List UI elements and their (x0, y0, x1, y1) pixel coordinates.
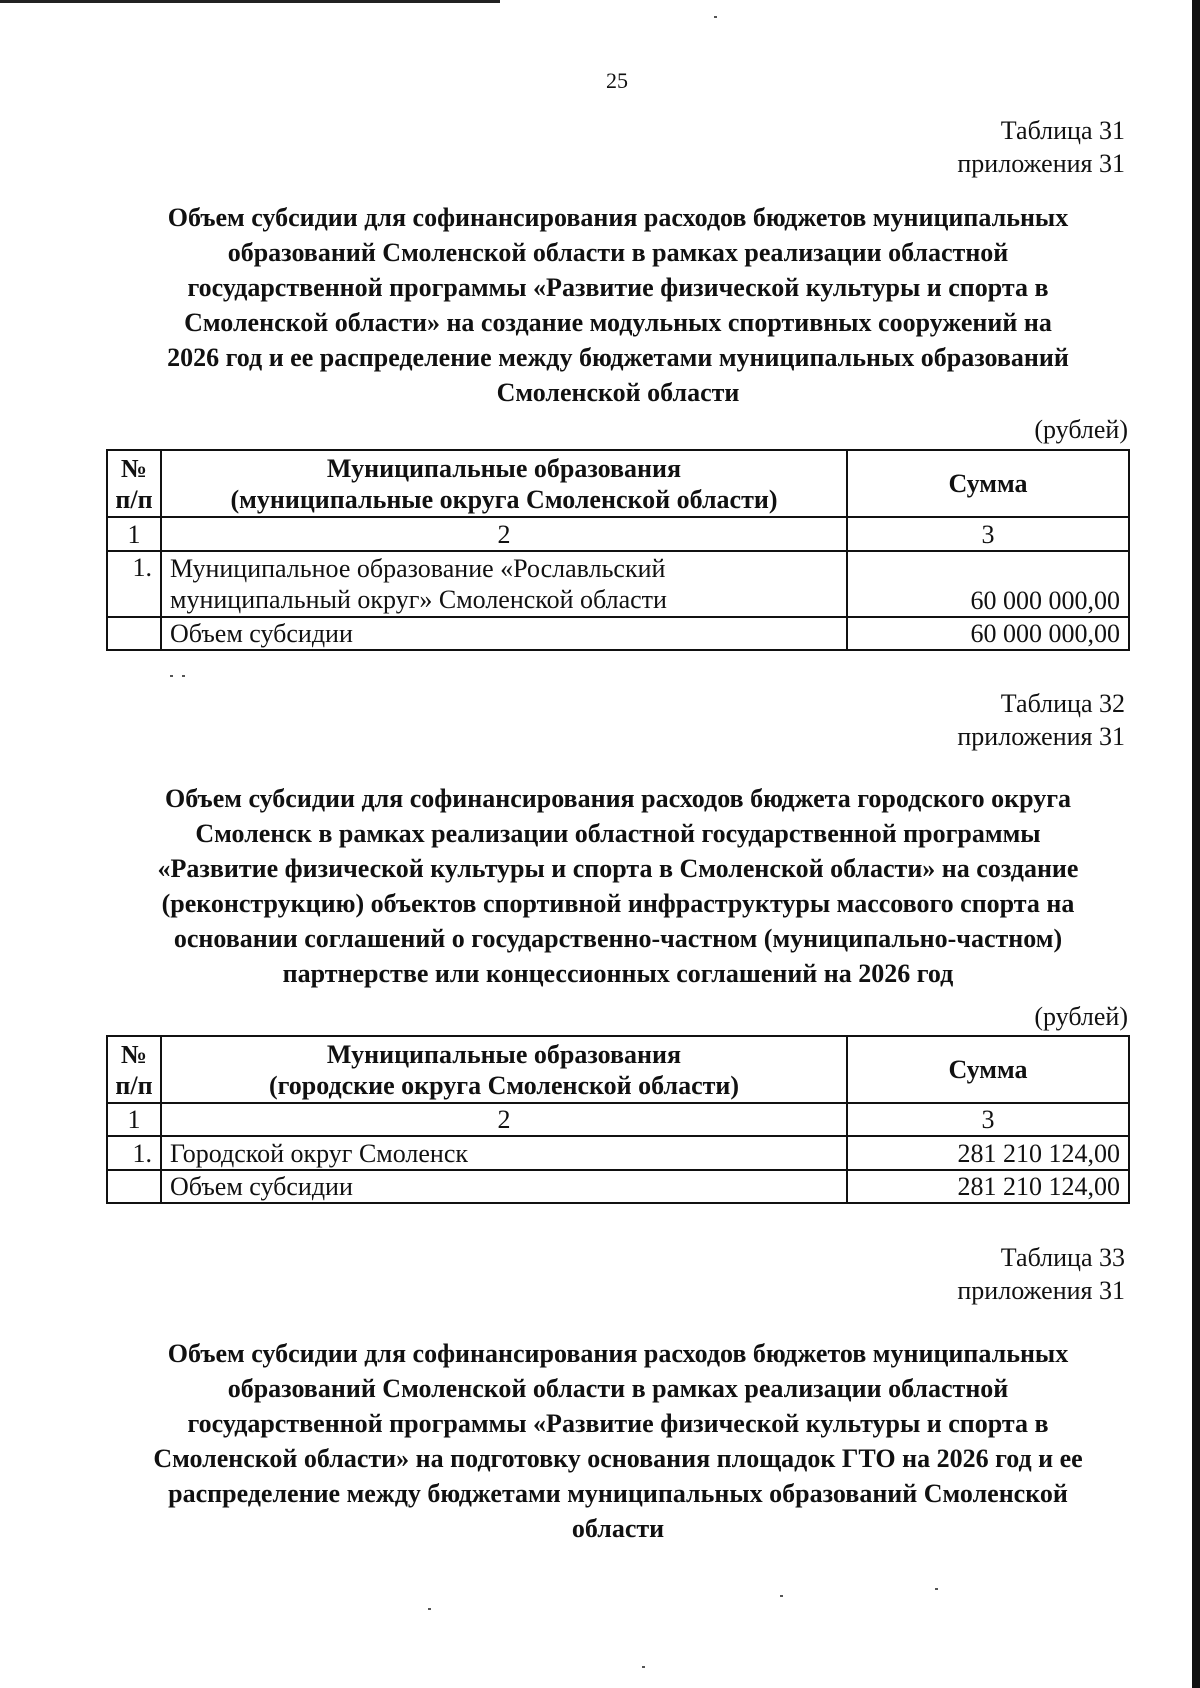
header-name (161, 450, 847, 517)
row-num: 1. (107, 551, 161, 617)
table-33-title (108, 1336, 1128, 1546)
header-num-line: п/п (115, 484, 153, 514)
title-line: образований Смоленской области в рамках реализации областной (227, 1374, 1009, 1403)
table-31-title (108, 200, 1128, 410)
scan-right-edge (1192, 0, 1200, 1688)
table-header-row (107, 450, 1129, 517)
total-sum: 60 000 000,00 (847, 617, 1129, 650)
scan-top-edge-line (0, 0, 500, 3)
title-line: (реконструкцию) объектов спортивной инфраструктуры массового спорта на (161, 889, 1075, 918)
title-line: Объем субсидии для софинансирования расходов бюджета городского округа (164, 784, 1072, 813)
table-row (107, 551, 1129, 617)
title-line: партнерстве или концессионных соглашений на 2026 год (282, 959, 954, 988)
row-sum: 281 210 124,00 (847, 1136, 1129, 1170)
table-number-label: Таблица 33 (1000, 1243, 1125, 1272)
header-num-line: п/п (115, 1070, 153, 1100)
total-sum: 281 210 124,00 (847, 1170, 1129, 1203)
table-row (107, 1136, 1129, 1170)
table-32-title (108, 781, 1128, 991)
title-line: Смоленской области (496, 378, 740, 407)
scan-speck (780, 1595, 783, 1597)
unit-label: (рублей) (1034, 1002, 1128, 1031)
appendix-label: приложения 31 (957, 1276, 1125, 1305)
scan-speck (642, 1666, 645, 1668)
row-name-line: Муниципальное образование «Рославльский (170, 554, 666, 583)
title-line: 2026 год и ее распределение между бюджетами муниципальных образований (167, 343, 1069, 372)
header-sum: Сумма (847, 1036, 1129, 1103)
scan-speck (935, 1588, 938, 1590)
header-name (161, 1036, 847, 1103)
header-name-line: (городские округа Смоленской области) (268, 1070, 740, 1100)
row-name: Городской округ Смоленск (161, 1136, 847, 1170)
header-num (107, 450, 161, 517)
table-header-row (107, 1036, 1129, 1103)
title-line: Смоленской области» на подготовку основания площадок ГТО на 2026 год и ее (153, 1444, 1083, 1473)
header-num-line: № (120, 1039, 148, 1069)
header-num (107, 1036, 161, 1103)
column-number: 2 (161, 517, 847, 551)
total-row (107, 1170, 1129, 1203)
header-num-line: № (120, 453, 148, 483)
header-name-line: (муниципальные округа Смоленской области) (230, 484, 778, 514)
row-num: 1. (107, 1136, 161, 1170)
total-row (107, 617, 1129, 650)
column-number-row (107, 517, 1129, 551)
table-32 (106, 1035, 1130, 1204)
scan-speck (714, 16, 717, 18)
table-32-caption (957, 687, 1125, 753)
header-sum: Сумма (847, 450, 1129, 517)
column-number: 3 (847, 1103, 1129, 1136)
total-num (107, 617, 161, 650)
appendix-label: приложения 31 (957, 149, 1125, 178)
title-line: распределение между бюджетами муниципальных образований Смоленской (168, 1479, 1068, 1508)
appendix-label: приложения 31 (957, 722, 1125, 751)
column-number: 1 (107, 517, 161, 551)
scan-speck (170, 675, 173, 677)
row-sum: 60 000 000,00 (847, 551, 1129, 617)
total-label: Объем субсидии (161, 617, 847, 650)
column-number-row (107, 1103, 1129, 1136)
header-name-line: Муниципальные образования (326, 453, 682, 483)
table-31 (106, 449, 1130, 651)
table-number-label: Таблица 31 (1000, 116, 1125, 145)
title-line: государственной программы «Развитие физической культуры и спорта в (187, 273, 1049, 302)
scan-speck (428, 1608, 431, 1610)
title-line: Объем субсидии для софинансирования расходов бюджетов муниципальных (167, 1339, 1069, 1368)
unit-label: (рублей) (1034, 415, 1128, 444)
column-number: 3 (847, 517, 1129, 551)
column-number: 1 (107, 1103, 161, 1136)
title-line: Смоленской области» на создание модульных спортивных сооружений на (184, 308, 1052, 337)
title-line: «Развитие физической культуры и спорта в Смоленской области» на создание (157, 854, 1079, 883)
column-number: 2 (161, 1103, 847, 1136)
total-label: Объем субсидии (161, 1170, 847, 1203)
row-name (161, 551, 847, 617)
page-number: 25 (606, 68, 628, 93)
title-line: Смоленск в рамках реализации областной государственной программы (195, 819, 1041, 848)
scan-speck (182, 675, 185, 677)
header-name-line: Муниципальные образования (326, 1039, 682, 1069)
table-number-label: Таблица 32 (1000, 689, 1125, 718)
title-line: государственной программы «Развитие физической культуры и спорта в (187, 1409, 1049, 1438)
title-line: Объем субсидии для софинансирования расходов бюджетов муниципальных (167, 203, 1069, 232)
total-num (107, 1170, 161, 1203)
title-line: области (571, 1514, 665, 1543)
table-33-caption (957, 1241, 1125, 1307)
table-31-caption (957, 114, 1125, 180)
title-line: основании соглашений о государственно-частном (муниципально-частном) (173, 924, 1063, 953)
title-line: образований Смоленской области в рамках реализации областной (227, 238, 1009, 267)
row-name-line: муниципальный округ» Смоленской области (170, 585, 667, 614)
